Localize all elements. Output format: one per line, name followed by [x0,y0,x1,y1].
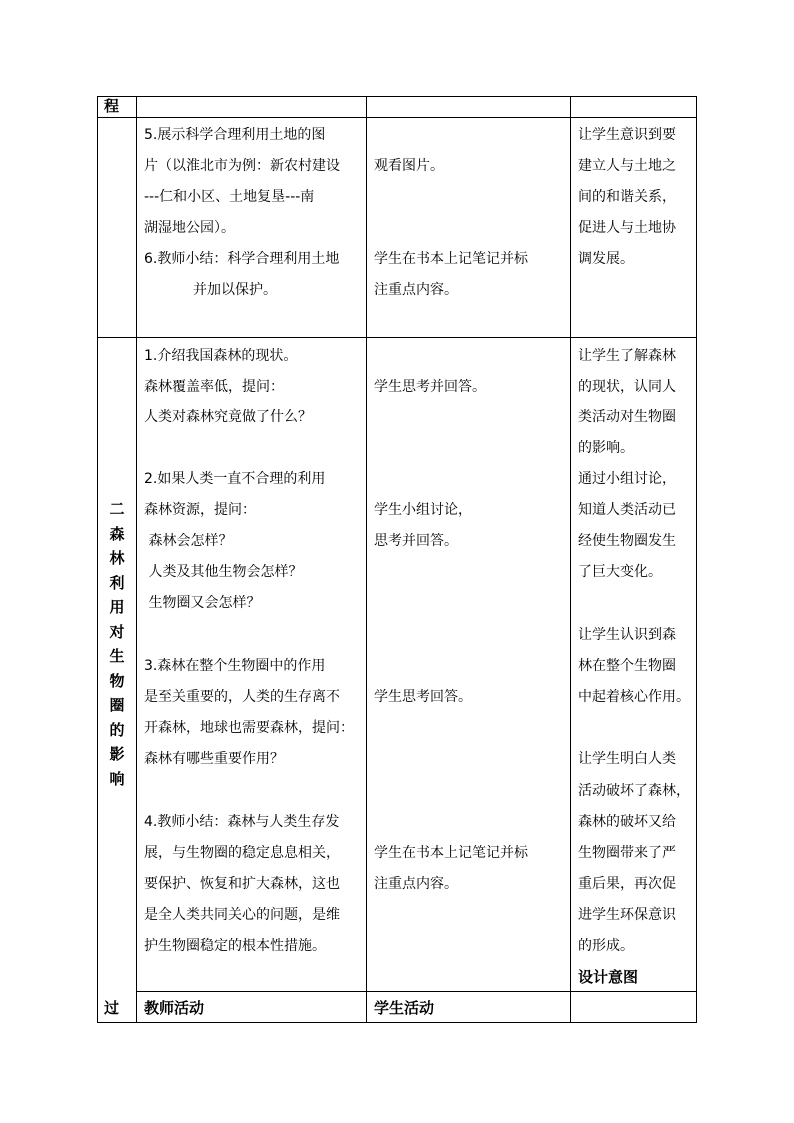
row1-student-line: 注重点内容。 [374,282,458,298]
section-char: 响 [109,769,125,788]
row1-teacher-line: 并加以保护。 [144,282,277,298]
row1-student-line: 观看图片。 [374,158,444,174]
row1-teacher-line: 片（以淮北市为例：新农村建设 [144,158,340,174]
row2-teacher-line: 1.介绍我国森林的现状。 [144,348,298,364]
row2-teacher-line: 2.如果人类一直不合理的利用 [144,471,326,487]
row2-teacher-line: 是至关重要的，人类的生存离不 [144,689,340,705]
row1-intent-line: 让学生意识到要 [578,127,676,143]
row2-intent-line: 的现状，认同人 [578,379,676,395]
row2-teacher-line: 森林有哪些重要作用？ [144,751,284,767]
intent-column-heading: 设计意图 [578,968,639,986]
row2-intent-line: 重后果，再次促 [578,876,676,892]
row2-student-line: 学生思考回答。 [374,689,472,705]
row2-teacher-line: 人类对森林究竟做了什么？ [144,409,312,425]
row2-intent-line: 的形成。 [578,938,634,954]
row2-intent-line: 类活动对生物圈 [578,409,676,425]
row2-teacher-summary-line: 展，与生物圈的稳定息息相关， [144,845,340,861]
row2-teacher-line: 3.森林在整个生物圈中的作用 [144,658,326,674]
section-char: 影 [109,745,125,763]
row2-student-line: 学生思考并回答。 [374,379,486,395]
section-char: 利 [109,573,125,592]
footer-stage-label: 过 [104,999,120,1017]
section-char: 林 [109,549,125,567]
section-char: 生 [109,647,125,665]
lesson-plan-table [97,96,697,1023]
row2-student-line: 学生在书本上记笔记并标 [374,845,528,861]
stage-label: 程 [104,97,120,115]
row2-teacher-line: 森林覆盖率低，提问： [144,379,284,395]
row2-teacher-summary-line: 要保护、恢复和扩大森林，这也 [144,876,340,892]
row1-teacher-line: ---仁和小区、土地复垦---南 [144,189,315,205]
teacher-activity-heading: 教师活动 [144,999,205,1017]
row2-intent-line: 让学生认识到森 [578,627,676,643]
section-char: 森 [109,524,125,543]
row2-intent-line: 中起着核心作用。 [578,689,690,705]
section-char: 物 [109,671,125,690]
row2-intent-line: 的影响。 [578,440,634,456]
section-char: 圈 [109,696,125,714]
row2-intent-line: 经使生物圈发生 [578,533,676,549]
row2-student-line: 学生小组讨论， [374,502,472,518]
row-divider [98,117,696,118]
student-activity-heading: 学生活动 [374,999,435,1017]
row-divider [98,337,696,338]
row2-intent-line: 知道人类活动已 [578,502,676,518]
row2-teacher-line: 开森林，地球也需要森林，提问： [144,720,354,736]
row1-teacher-line: 5.展示科学合理利用土地的图 [144,127,326,143]
section-char: 对 [109,622,125,641]
column-divider [136,97,137,1022]
row2-student-line: 注重点内容。 [374,876,458,892]
row1-student-line: 学生在书本上记笔记并标 [374,251,528,267]
row2-intent-line: 森林的破坏又给 [578,814,676,830]
row2-intent-line: 林在整个生物圈 [578,658,676,674]
row2-intent-line: 生物圈带来了严 [578,845,676,861]
row2-intent-line: 让学生了解森林 [578,348,676,364]
section-title [98,497,136,791]
row2-teacher-summary-line: 是全人类共同关心的问题，是维 [144,907,340,923]
row2-intent-line: 进学生环保意识 [578,907,676,923]
row2-teacher-line: 森林资源，提问： [144,502,256,518]
row1-teacher-line: 6.教师小结：科学合理利用土地 [144,251,340,267]
row1-intent-line: 间的和谐关系， [578,189,676,205]
row1-intent-line: 建立人与土地之 [578,158,676,174]
row2-student-line: 思考并回答。 [374,533,458,549]
column-divider [570,97,571,1022]
row1-intent-line: 调发展。 [578,251,634,267]
section-char: 用 [109,598,125,616]
row2-intent-line: 让学生明白人类 [578,751,676,767]
row2-intent-line: 活动破坏了森林， [578,783,690,799]
section-char: 二 [109,500,125,518]
column-divider [366,97,367,1022]
section-char: 的 [109,720,125,739]
row2-teacher-line: 森林会怎样？ [144,533,233,549]
row1-intent-line: 促进人与土地协 [578,220,676,236]
row2-teacher-summary-line: 4.教师小结：森林与人类生存发 [144,814,340,830]
row2-intent-line: 通过小组讨论， [578,471,676,487]
row2-teacher-line: 人类及其他生物会怎样？ [144,564,303,580]
row1-teacher-line: 湖湿地公园）。 [144,220,235,236]
row2-teacher-line: 生物圈又会怎样？ [144,595,261,611]
row2-teacher-summary-line: 护生物圈稳定的根本性措施。 [144,938,326,954]
row2-intent-line: 了巨大变化。 [578,564,662,580]
